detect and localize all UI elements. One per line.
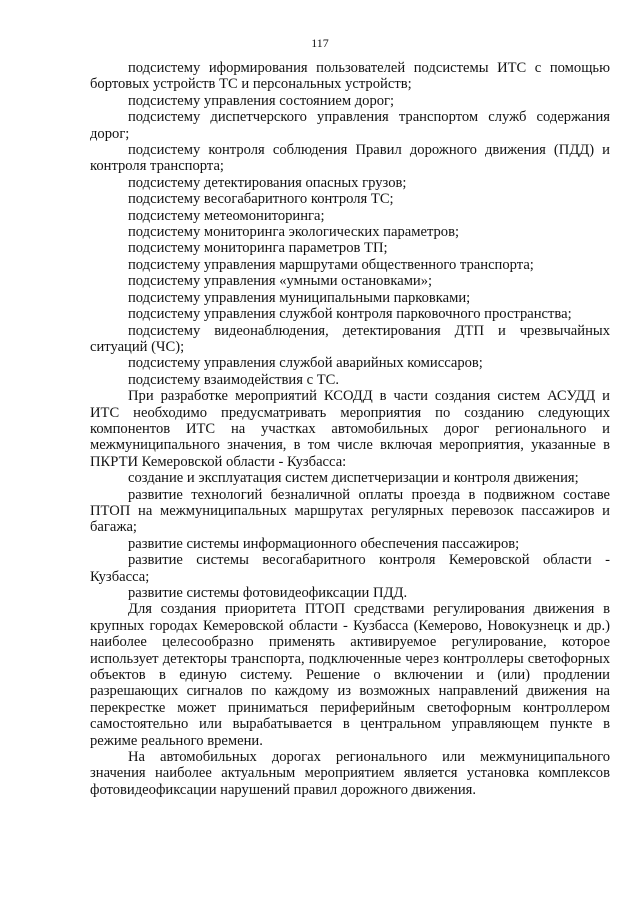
- paragraph: подсистему мониторинга экологических параметров;: [128, 224, 460, 241]
- paragraph: подсистему метеомониторинга;: [128, 207, 325, 224]
- paragraph: подсистему управления муниципальными парковками;: [128, 289, 471, 306]
- paragraph: подсистему управления «умными остановками»;: [128, 273, 433, 290]
- paragraph: Для создания приоритета ПТОП средствами регулирования движения в крупных городах Кемеровской области - Кузбасса (Кемерово, Новокузнецк и др.) наиболее целесообразно применять активируемое регулирование, которое использует детекторы транспорта, подключенные через контроллеры светофорных объектов в единую систему. Решение о включении и (или) продлении разрешающих сигналов по каждому из возможных направлений движения на перекрестке может приниматься периферийным светофорным контроллером самостоятельно или вырабатывается в центральном управляющем пункте в режиме реального времени.: [90, 601, 610, 749]
- paragraph: подсистему управления службой контроля парковочного пространства;: [128, 306, 572, 323]
- paragraph: подсистему диспетчерского управления транспортом служб содержания дорог;: [90, 109, 610, 142]
- paragraph: создание и эксплуатация систем диспетчеризации и контроля движения;: [128, 470, 579, 487]
- paragraph: При разработке мероприятий КСОДД в части создания систем АСУДД и ИТС необходимо предусматривать мероприятия по созданию следующих компонентов ИТС на участках автомобильных дорог регионального и межмуниципального значения, в том числе включая мероприятия, указанные в ПКРТИ Кемеровской области - Кузбасса:: [90, 388, 610, 470]
- paragraph: подсистему управления службой аварийных комиссаров;: [128, 355, 483, 372]
- paragraph: развитие системы весогабаритного контроля Кемеровской области - Кузбасса;: [90, 552, 610, 585]
- paragraph: развитие технологий безналичной оплаты проезда в подвижном составе ПТОП на межмуниципальных маршрутах регулярных перевозок пассажиров и багажа;: [90, 486, 610, 536]
- paragraph: развитие системы информационного обеспечения пассажиров;: [128, 535, 520, 552]
- paragraph: подсистему детектирования опасных грузов;: [128, 174, 407, 191]
- paragraph: подсистему управления маршрутами общественного транспорта;: [128, 256, 534, 273]
- paragraph: подсистему иформирования пользователей подсистемы ИТС с помощью бортовых устройств ТС и персональных устройств;: [90, 60, 610, 93]
- paragraph: подсистему взаимодействия с ТС.: [128, 371, 340, 388]
- paragraph: подсистему контроля соблюдения Правил дорожного движения (ПДД) и контроля транспорта;: [90, 142, 610, 175]
- paragraph: подсистему управления состоянием дорог;: [128, 92, 395, 109]
- paragraph: подсистему весогабаритного контроля ТС;: [128, 191, 394, 208]
- page-number: 117: [311, 36, 329, 50]
- paragraph: На автомобильных дорогах регионального или межмуниципального значения наиболее актуальным мероприятием является установка комплексов фотовидеофиксации нарушений правил дорожного движения.: [90, 749, 610, 798]
- paragraph: подсистему видеонаблюдения, детектирования ДТП и чрезвычайных ситуаций (ЧС);: [90, 322, 610, 355]
- document-body: [90, 60, 610, 798]
- paragraph: развитие системы фотовидеофиксации ПДД.: [128, 585, 408, 601]
- paragraph: подсистему мониторинга параметров ТП;: [128, 240, 388, 257]
